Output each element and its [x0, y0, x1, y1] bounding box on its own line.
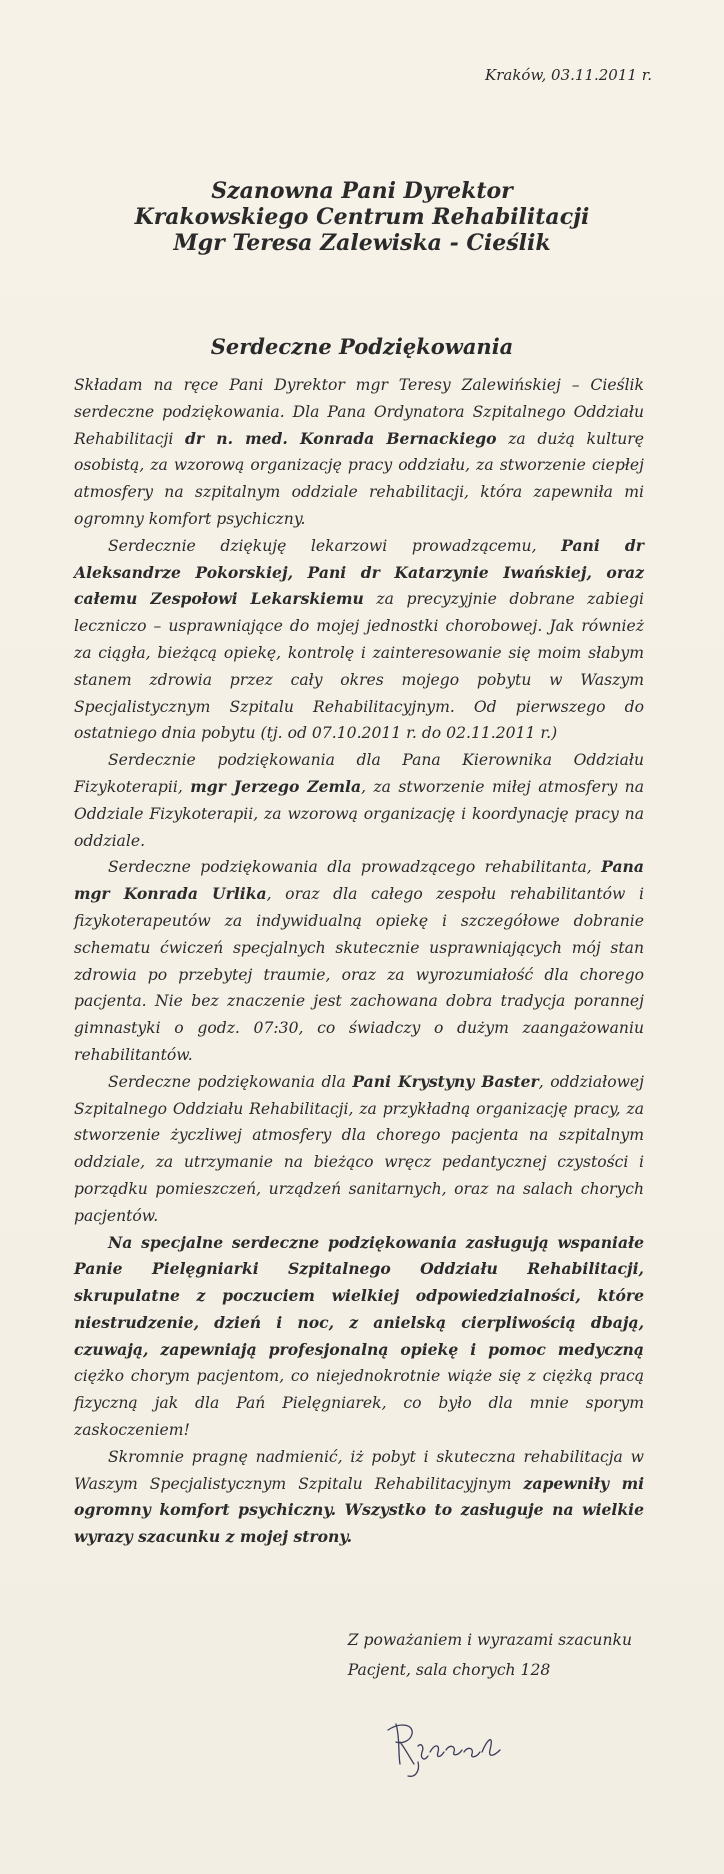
paragraph-text: za dużą kulturę osobistą, za wzorową organizację pracy oddziału, za stworzenie ciepłej atmosfery na szpitalnym oddziale rehabilitacji, która zapewniła mi ogromny komfort psychiczny. — [74, 429, 644, 528]
place-date: Kraków, 03.11.2011 r. — [485, 66, 652, 84]
paragraph-text: Serdecznie podziękowania dla Pana Kierownika Oddziału Fizykoterapii, — [74, 751, 644, 796]
letter-heading: Serdeczne Podziękowania — [210, 334, 514, 359]
address-line: Szanowna Pani Dyrektor — [211, 178, 513, 204]
paragraph-text: , oraz dla całego zespołu rehabilitantów i fizykoterapeutów za indywidualną opiekę i szczegółowe dobranie schematu ćwiczeń specjalnych skutecznie usprawniających mój stan zdrowia po przebytej traumie, oraz za wyrozumiałość dla chorego pacjenta. Nie bez znaczenie jest zachowana dobra tradycja porannej gimnastyki o godz. 07:30, co świadczy o dużym zaangażowaniu rehabilitantów. — [74, 885, 644, 1064]
paragraph-text: Serdeczne podziękowania dla prowadzącego rehabilitanta, — [108, 858, 602, 877]
paragraph-text: , za stworzenie miłej atmosfery na Oddziale Fizykoterapii, za wzorową organizację i koordynację pracy na oddziale. — [74, 777, 645, 850]
address-line: Krakowskiego Centrum Rehabilitacji — [134, 204, 590, 230]
body-paragraph — [74, 747, 644, 854]
closing-line: Pacjent, sala chorych 128 — [347, 1661, 551, 1679]
emphasized-text: Pani Krystyny Baster — [352, 1071, 539, 1091]
address-line: Mgr Teresa Zalewiska - Cieślik — [173, 230, 551, 256]
body-paragraph — [74, 372, 644, 533]
handwritten-signature — [378, 1712, 528, 1782]
body-paragraph — [74, 1069, 644, 1230]
paragraph-text: Serdecznie dziękuję lekarzowi prowadzącemu, — [108, 536, 562, 555]
paragraph-text: za precyzyjnie dobrane zabiegi leczniczo – usprawniające do mojej jednostki chorobowej. Jak również za ciągła, bieżącą opiekę, kontrolę i zainteresowanie się moim słabym stanem zdrowia przez cały okres mojego pobytu w Waszym Specjalistycznym Szpitalu Rehabilitacyjnym. Od pierwszego do ostatniego dnia pobytu (tj. od 07.10.2011 r. do 02.11.2011 r.) — [74, 590, 644, 743]
body-paragraph — [74, 1230, 644, 1444]
emphasized-text: Pana mgr Konrada Urlika — [74, 857, 644, 904]
paragraph-text: Skromnie pragnę nadmienić, iż pobyt i skuteczna rehabilitacja w Waszym Specjalistycznym Szpitalu Rehabilitacyjnym — [74, 1447, 644, 1493]
emphasized-text: Pani dr Aleksandrze Pokorskiej, Pani dr Katarzynie Iwańskiej, oraz całemu Zespołowi Lekarskiemu — [74, 535, 644, 609]
body-paragraph — [74, 533, 644, 747]
paragraph-text: Serdeczne podziękowania dla — [108, 1072, 353, 1091]
emphasized-text: Na specjalne serdeczne podziękowania zasługują wspaniałe Panie Pielęgniarki Szpitalnego Oddziału Rehabilitacji, skrupulatne z poczuciem wielkiej odpowiedzialności, które niestrudzenie, dzień i noc, z anielską cierpliwością dbają, czuwają, zapewniają profesjonalną opiekę i pomoc medyczną — [74, 1232, 644, 1359]
emphasized-text: dr n. med. Konrada Bernackiego — [185, 428, 497, 448]
paragraph-text: ciężko chorym pacjentom, co niejednokrotnie wiąże się z ciężką pracą fizyczną jak dla Pań Pielęgniarek, co było dla mnie sporym zaskoczeniem! — [74, 1367, 644, 1440]
paragraph-text: , oddziałowej Szpitalnego Oddziału Rehabilitacji, za przykładną organizację pracy, za stworzenie życzliwej atmosfery dla chorego pacjenta na szpitalnym oddziale, za utrzymanie na bieżąco wręcz pedantycznej czystości i porządku pomieszczeń, urządzeń sanitarnych, oraz na salach chorych pacjentów. — [74, 1072, 644, 1225]
closing-block — [348, 1625, 632, 1685]
body-paragraph — [74, 854, 644, 1068]
closing-line: Z poważaniem i wyrazami szacunku — [347, 1631, 632, 1649]
letter-body — [74, 372, 644, 1551]
recipient-address — [0, 178, 724, 256]
emphasized-text: mgr Jerzego Zemla — [190, 776, 362, 796]
body-paragraph — [74, 1444, 644, 1551]
emphasized-text: zapewniły mi ogromny komfort psychiczny. Wszystko to zasługuje na wielkie wyrazy szacunku z mojej strony. — [74, 1473, 644, 1547]
paragraph-text: Składam na ręce Pani Dyrektor mgr Teresy Zalewińskiej – Cieślik serdeczne podziękowania. Dla Pana Ordynatora Szpitalnego Oddziału Rehabilitacji — [74, 376, 644, 448]
